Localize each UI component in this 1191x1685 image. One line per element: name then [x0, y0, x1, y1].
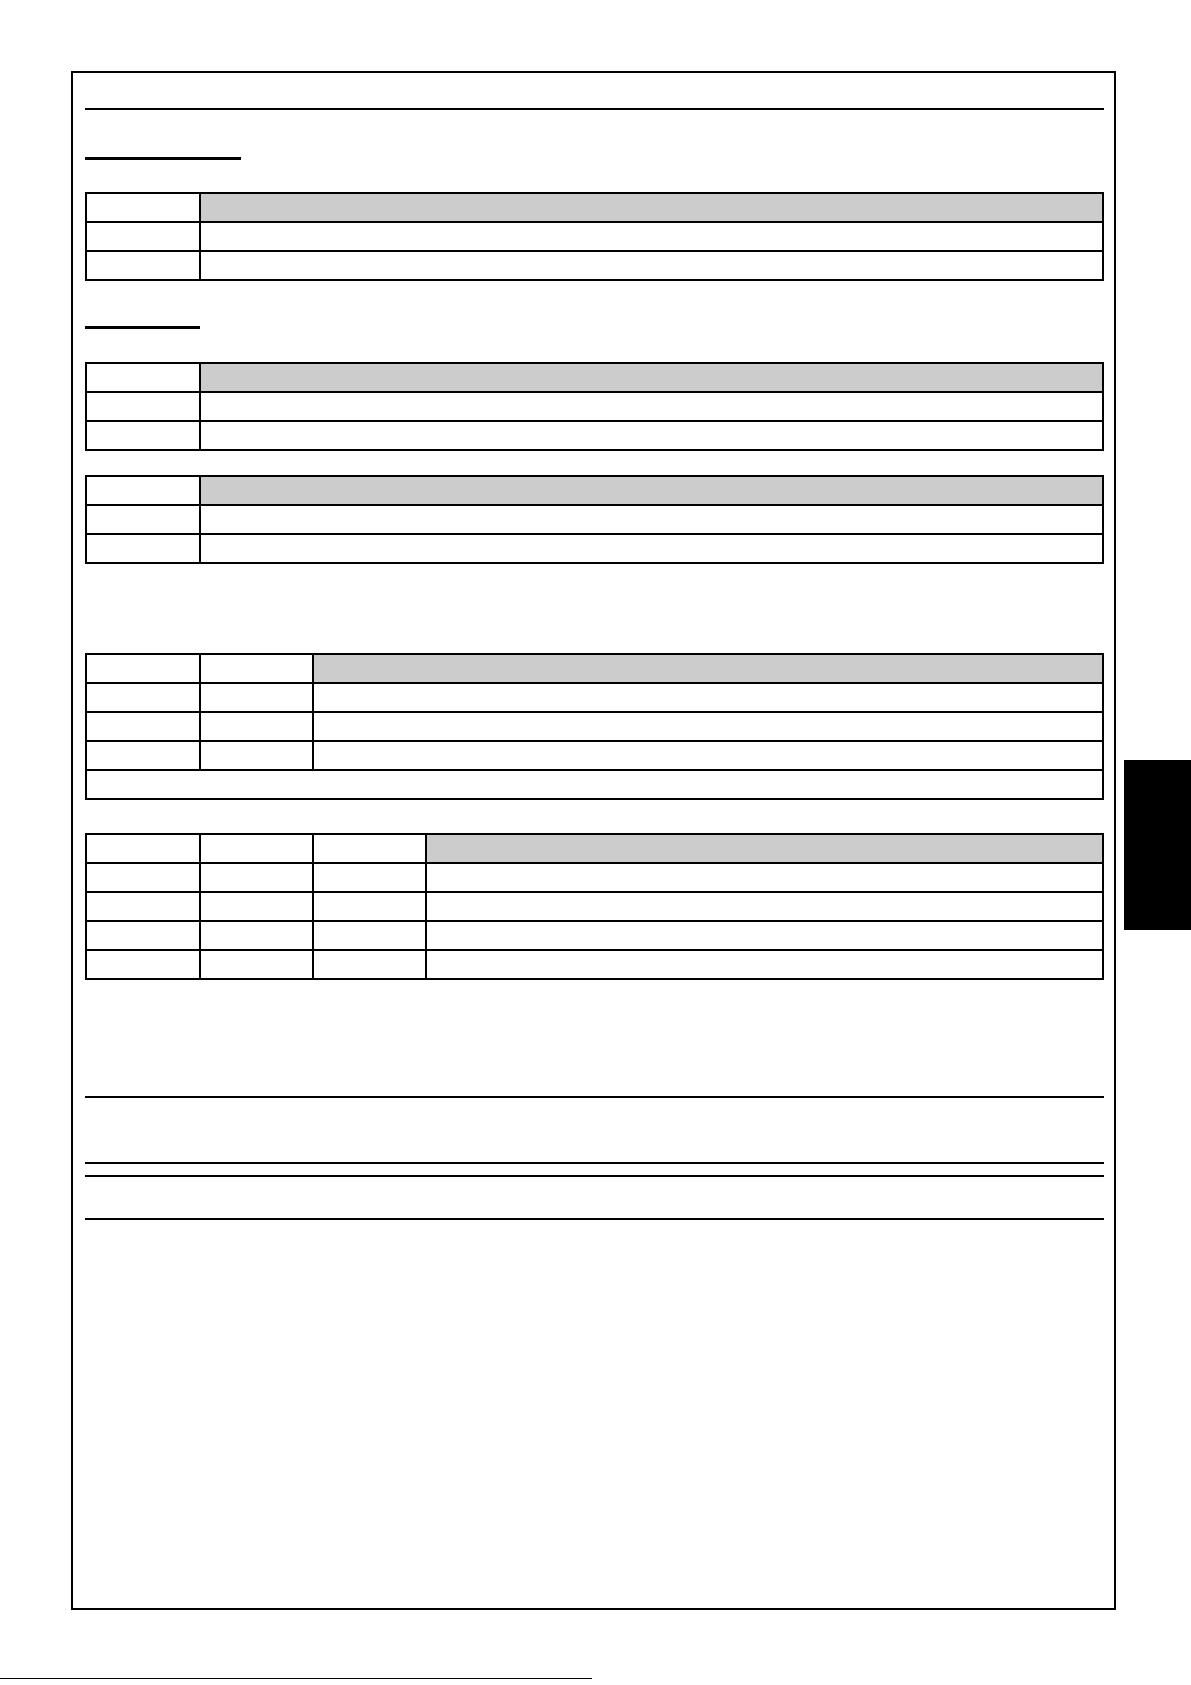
- table-cell: [200, 534, 1103, 563]
- table-row: [86, 534, 1103, 563]
- section-1-heading-underline: [85, 157, 241, 160]
- table-cell: [313, 834, 426, 863]
- table-row: [86, 421, 1103, 450]
- table-cell: [86, 834, 200, 863]
- table-cell: [313, 863, 426, 892]
- table-3: [85, 475, 1104, 564]
- table-cell: [426, 892, 1103, 921]
- table-cell: [86, 251, 200, 280]
- table-cell: [86, 534, 200, 563]
- table-cell: [200, 683, 313, 712]
- table-cell: [86, 392, 200, 421]
- table-cell: [426, 863, 1103, 892]
- table-cell: [426, 921, 1103, 950]
- table-cell: [86, 683, 200, 712]
- divider-rule: [85, 1175, 1104, 1177]
- table-row: [86, 222, 1103, 251]
- table-note-cell: [86, 770, 1103, 799]
- table-cell: [200, 222, 1103, 251]
- table-cell: [313, 921, 426, 950]
- table-cell: [200, 505, 1103, 534]
- footer-rule: [0, 1678, 592, 1679]
- table-cell: [200, 892, 313, 921]
- table-cell: [86, 363, 200, 392]
- divider-rule: [85, 1096, 1104, 1098]
- table-cell: [200, 741, 313, 770]
- table-2: [85, 362, 1104, 451]
- table-row: [86, 251, 1103, 280]
- table-row: [86, 741, 1103, 770]
- table-header-cell: [313, 654, 1103, 683]
- table-1: [85, 192, 1104, 281]
- table-row: [86, 476, 1103, 505]
- table-row: [86, 834, 1103, 863]
- table-cell: [86, 712, 200, 741]
- table-header-cell: [200, 363, 1103, 392]
- table-row: [86, 892, 1103, 921]
- table-cell: [200, 834, 313, 863]
- table-row: [86, 654, 1103, 683]
- table-cell: [86, 863, 200, 892]
- table-cell: [86, 505, 200, 534]
- table-cell: [313, 712, 1103, 741]
- table-cell: [200, 251, 1103, 280]
- table-cell: [200, 421, 1103, 450]
- table-cell: [86, 476, 200, 505]
- table-note-row: [86, 770, 1103, 799]
- table-cell: [313, 741, 1103, 770]
- table-cell: [200, 950, 313, 979]
- table-row: [86, 363, 1103, 392]
- table-cell: [200, 712, 313, 741]
- table-cell: [86, 193, 200, 222]
- table-row: [86, 193, 1103, 222]
- table-cell: [200, 654, 313, 683]
- section-2-heading-underline: [85, 326, 200, 329]
- table-5: [85, 833, 1104, 980]
- table-cell: [313, 950, 426, 979]
- table-row: [86, 950, 1103, 979]
- table-row: [86, 712, 1103, 741]
- table-header-cell: [200, 193, 1103, 222]
- table-row: [86, 921, 1103, 950]
- table-cell: [426, 950, 1103, 979]
- table-cell: [200, 921, 313, 950]
- divider-rule: [85, 1218, 1104, 1220]
- table-cell: [313, 892, 426, 921]
- table-4: [85, 653, 1104, 800]
- table-cell: [200, 392, 1103, 421]
- table-header-cell: [426, 834, 1103, 863]
- table-cell: [200, 863, 313, 892]
- table-cell: [86, 921, 200, 950]
- table-cell: [86, 741, 200, 770]
- top-divider: [85, 108, 1104, 110]
- divider-rule: [85, 1162, 1104, 1164]
- table-cell: [86, 950, 200, 979]
- table-header-cell: [200, 476, 1103, 505]
- table-cell: [86, 654, 200, 683]
- table-cell: [86, 892, 200, 921]
- table-row: [86, 863, 1103, 892]
- table-cell: [86, 222, 200, 251]
- chapter-side-tab: [1124, 760, 1191, 930]
- table-cell: [86, 421, 200, 450]
- table-cell: [313, 683, 1103, 712]
- table-row: [86, 392, 1103, 421]
- table-row: [86, 505, 1103, 534]
- table-row: [86, 683, 1103, 712]
